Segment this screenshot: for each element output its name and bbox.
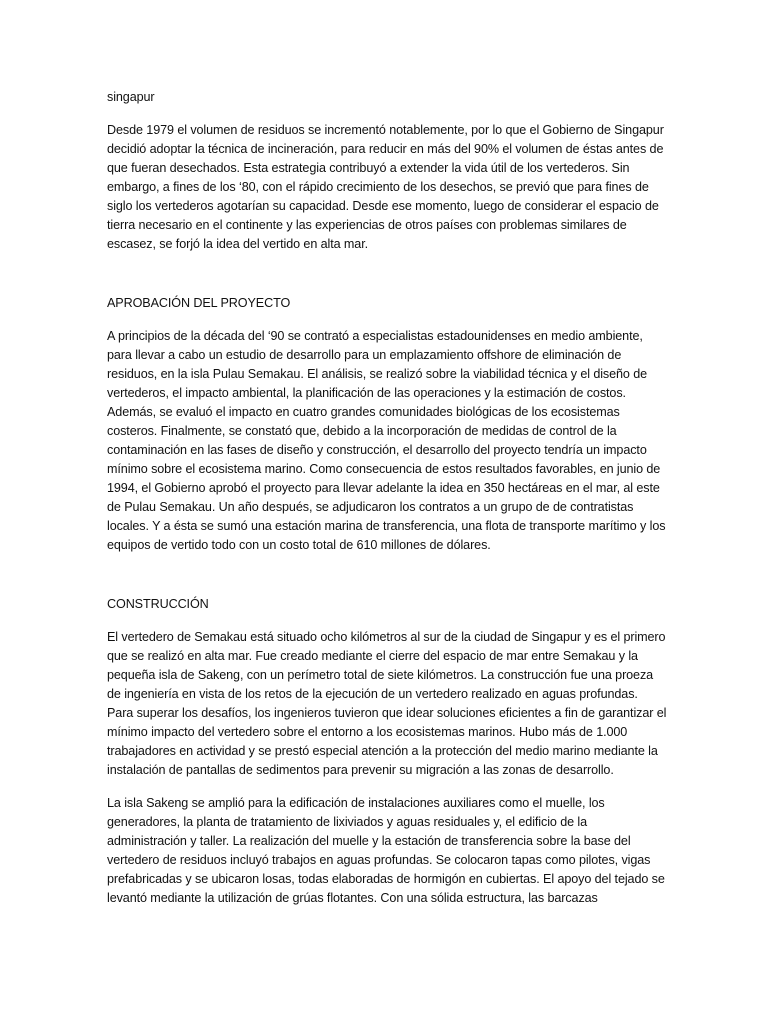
construccion-paragraph-2: La isla Sakeng se amplió para la edificación de instalaciones auxiliares como el muelle, los generadores, la planta de tratamiento de lixiviados y aguas residuales y, el edificio de la administración y taller. La realización del muelle y la estación de transferencia sobre la base del vertedero de residuos incluyó trabajos en aguas profundas. Se colocaron tapas como pilotes, vigas prefabricadas y se ubicaron losas, todas elaboradas de hormigón en cubiertas. El apoyo del tejado se levantó mediante la utilización de grúas flotantes. Con una sólida estructura, las barcazas (107, 796, 665, 905)
section-heading-aprobacion: APROBACIÓN DEL PROYECTO (107, 296, 291, 310)
construccion-paragraph-1: El vertedero de Semakau está situado ocho kilómetros al sur de la ciudad de Singapur y es el primero que se realizó en alta mar. Fue creado mediante el cierre del espacio de mar entre Semakau y la pequeña isla de Sakeng, con un perímetro total de siete kilómetros. La construcción fue una proeza de ingeniería en vista de los retos de la ejecución de un vertedero realizado en aguas profundas. Para superar los desafíos, los ingenieros tuvieron que idear soluciones eficientes a fin de garantizar el mínimo impacto del vertedero sobre el entorno a los ecosistemas marinos. Hubo más de 1.000 trabajadores en actividad y se prestó especial atención a la protección del medio marino mediante la instalación de pantallas de sedimentos para prevenir su migración a las zonas de desarrollo. (107, 630, 667, 777)
document-page (107, 88, 667, 922)
aprobacion-paragraph: A principios de la década del ‘90 se contrató a especialistas estadounidenses en medio ambiente, para llevar a cabo un estudio de desarrollo para un emplazamiento offshore de eliminación de residuos, en la isla Pulau Semakau. El análisis, se realizó sobre la viabilidad técnica y el diseño de vertederos, el impacto ambiental, la planificación de las operaciones y la estimación de costos. Además, se evaluó el impacto en cuatro grandes comunidades biológicas de los ecosistemas costeros. Finalmente, se constató que, debido a la incorporación de medidas de control de la contaminación en las fases de diseño y construcción, el desarrollo del proyecto tendría un impacto mínimo sobre el ecosistema marino. Como consecuencia de estos resultados favorables, en junio de 1994, el Gobierno aprobó el proyecto para llevar adelante la idea en 350 hectáreas en el mar, al este de Pulau Semakau. Un año después, se adjudicaron los contratos a un grupo de de contratistas locales. Y a ésta se sumó una estación marina de transferencia, una flota de transporte marítimo y los equipos de vertido todo con un costo total de 610 millones de dólares. (107, 329, 666, 552)
document-title: singapur (107, 90, 155, 104)
section-heading-construccion: CONSTRUCCIÓN (107, 597, 209, 611)
intro-paragraph: Desde 1979 el volumen de residuos se incrementó notablemente, por lo que el Gobierno de Singapur decidió adoptar la técnica de incineración, para reducir en más del 90% el volumen de éstas antes de que fueran desechados. Esta estrategia contribuyó a extender la vida útil de los vertederos. Sin embargo, a fines de los ‘80, con el rápido crecimiento de los desechos, se previó que para fines de siglo los vertederos agotarían su capacidad. Desde ese momento, luego de considerar el espacio de tierra necesario en el continente y las experiencias de otros países con problemas similares de escasez, se forjó la idea del vertido en alta mar. (107, 123, 664, 251)
